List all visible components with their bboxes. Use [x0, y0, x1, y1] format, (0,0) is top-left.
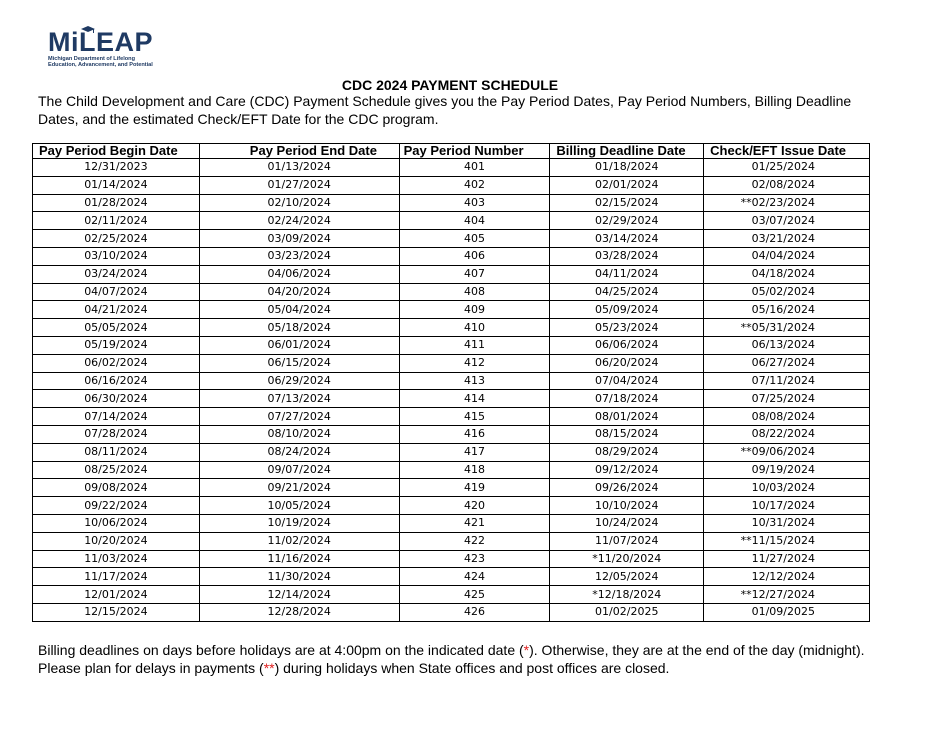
cell-end-date: 01/27/2024 — [199, 176, 399, 194]
cell-billing-deadline: *11/20/2024 — [550, 550, 704, 568]
cell-begin-date: 06/16/2024 — [33, 372, 200, 390]
table-row — [33, 336, 870, 354]
cell-pay-period-number: 426 — [399, 603, 550, 621]
cell-billing-deadline: 01/18/2024 — [550, 159, 704, 177]
cell-pay-period-number: 409 — [399, 301, 550, 319]
cell-end-date: 03/23/2024 — [199, 247, 399, 265]
cell-pay-period-number: 425 — [399, 586, 550, 604]
cell-pay-period-number: 405 — [399, 230, 550, 248]
cell-billing-deadline: 02/29/2024 — [550, 212, 704, 230]
cell-pay-period-number: 404 — [399, 212, 550, 230]
table-row — [33, 212, 870, 230]
cell-billing-deadline: 09/26/2024 — [550, 479, 704, 497]
cell-pay-period-number: 423 — [399, 550, 550, 568]
cell-begin-date: 06/02/2024 — [33, 354, 200, 372]
cell-begin-date: 09/08/2024 — [33, 479, 200, 497]
cell-check-eft-date: **02/23/2024 — [704, 194, 870, 212]
mileap-logo — [48, 26, 188, 68]
header-check-eft-issue-date: Check/EFT Issue Date — [704, 144, 870, 159]
table-row — [33, 247, 870, 265]
cell-billing-deadline: 08/29/2024 — [550, 443, 704, 461]
cell-begin-date: 03/24/2024 — [33, 265, 200, 283]
cell-billing-deadline: 12/05/2024 — [550, 568, 704, 586]
cell-pay-period-number: 414 — [399, 390, 550, 408]
cell-begin-date: 12/01/2024 — [33, 586, 200, 604]
table-body — [33, 159, 870, 622]
cell-check-eft-date: 01/09/2025 — [704, 603, 870, 621]
table-row — [33, 425, 870, 443]
cell-check-eft-date: 03/07/2024 — [704, 212, 870, 230]
table-row — [33, 283, 870, 301]
cell-begin-date: 08/25/2024 — [33, 461, 200, 479]
table-row — [33, 443, 870, 461]
table-row — [33, 372, 870, 390]
cell-pay-period-number: 419 — [399, 479, 550, 497]
cell-check-eft-date: **05/31/2024 — [704, 319, 870, 337]
logo-tagline-line-1: Michigan Department of Lifelong — [48, 56, 136, 62]
logo-tagline — [48, 56, 153, 69]
cell-begin-date: 11/17/2024 — [33, 568, 200, 586]
table-row — [33, 532, 870, 550]
cell-pay-period-number: 410 — [399, 319, 550, 337]
cell-billing-deadline: 07/04/2024 — [550, 372, 704, 390]
cell-billing-deadline: 10/24/2024 — [550, 514, 704, 532]
table-header-row — [33, 144, 870, 159]
cell-check-eft-date: **09/06/2024 — [704, 443, 870, 461]
cell-end-date: 02/10/2024 — [199, 194, 399, 212]
table-row — [33, 514, 870, 532]
table-row — [33, 159, 870, 177]
cell-begin-date: 11/03/2024 — [33, 550, 200, 568]
cell-end-date: 06/15/2024 — [199, 354, 399, 372]
table-row — [33, 550, 870, 568]
table-row — [33, 497, 870, 515]
footnote-text-2: ). Otherwise, they are at the end of the day (midnight). Please plan for delays in payments ( — [38, 642, 865, 676]
cell-check-eft-date: 12/12/2024 — [704, 568, 870, 586]
cell-pay-period-number: 413 — [399, 372, 550, 390]
cell-begin-date: 09/22/2024 — [33, 497, 200, 515]
cell-billing-deadline: 08/15/2024 — [550, 425, 704, 443]
cell-check-eft-date: 10/03/2024 — [704, 479, 870, 497]
cell-pay-period-number: 402 — [399, 176, 550, 194]
cell-pay-period-number: 403 — [399, 194, 550, 212]
cell-begin-date: 08/11/2024 — [33, 443, 200, 461]
table-row — [33, 603, 870, 621]
cell-begin-date: 03/10/2024 — [33, 247, 200, 265]
cell-check-eft-date: 03/21/2024 — [704, 230, 870, 248]
header-billing-deadline-date: Billing Deadline Date — [550, 144, 704, 159]
cell-begin-date: 05/05/2024 — [33, 319, 200, 337]
cell-check-eft-date: 01/25/2024 — [704, 159, 870, 177]
cell-end-date: 12/14/2024 — [199, 586, 399, 604]
cell-pay-period-number: 408 — [399, 283, 550, 301]
table-row — [33, 230, 870, 248]
cell-billing-deadline: 05/23/2024 — [550, 319, 704, 337]
cell-check-eft-date: 09/19/2024 — [704, 461, 870, 479]
cell-end-date: 10/05/2024 — [199, 497, 399, 515]
cell-end-date: 08/24/2024 — [199, 443, 399, 461]
table-row — [33, 390, 870, 408]
cell-check-eft-date: 10/17/2024 — [704, 497, 870, 515]
cell-check-eft-date: 11/27/2024 — [704, 550, 870, 568]
cell-begin-date: 04/21/2024 — [33, 301, 200, 319]
cell-check-eft-date: **12/27/2024 — [704, 586, 870, 604]
cell-billing-deadline: 04/25/2024 — [550, 283, 704, 301]
cell-pay-period-number: 407 — [399, 265, 550, 283]
footnote — [38, 642, 868, 677]
footnote-text-1: Billing deadlines on days before holidays are at 4:00pm on the indicated date ( — [38, 642, 524, 658]
cell-billing-deadline: 05/09/2024 — [550, 301, 704, 319]
cell-check-eft-date: 07/25/2024 — [704, 390, 870, 408]
holiday-deadline-mark: * — [523, 642, 530, 658]
cell-check-eft-date: 07/11/2024 — [704, 372, 870, 390]
cell-begin-date: 07/28/2024 — [33, 425, 200, 443]
cell-check-eft-date: 04/04/2024 — [704, 247, 870, 265]
cell-billing-deadline: 11/07/2024 — [550, 532, 704, 550]
table-row — [33, 479, 870, 497]
payment-schedule-table — [32, 143, 870, 622]
table-row — [33, 461, 870, 479]
cell-end-date: 11/30/2024 — [199, 568, 399, 586]
cell-pay-period-number: 420 — [399, 497, 550, 515]
cell-end-date: 07/27/2024 — [199, 408, 399, 426]
cell-billing-deadline: 02/15/2024 — [550, 194, 704, 212]
cell-end-date: 12/28/2024 — [199, 603, 399, 621]
header-pay-period-number: Pay Period Number — [399, 144, 550, 159]
cell-end-date: 07/13/2024 — [199, 390, 399, 408]
cell-billing-deadline: 08/01/2024 — [550, 408, 704, 426]
cell-begin-date: 10/06/2024 — [33, 514, 200, 532]
cell-end-date: 09/07/2024 — [199, 461, 399, 479]
cell-begin-date: 02/25/2024 — [33, 230, 200, 248]
cell-end-date: 05/18/2024 — [199, 319, 399, 337]
cell-pay-period-number: 412 — [399, 354, 550, 372]
cell-check-eft-date: 10/31/2024 — [704, 514, 870, 532]
cell-check-eft-date: **11/15/2024 — [704, 532, 870, 550]
cell-billing-deadline: 10/10/2024 — [550, 497, 704, 515]
cell-pay-period-number: 424 — [399, 568, 550, 586]
cell-pay-period-number: 411 — [399, 336, 550, 354]
cell-end-date: 04/06/2024 — [199, 265, 399, 283]
cell-pay-period-number: 421 — [399, 514, 550, 532]
cell-billing-deadline: 07/18/2024 — [550, 390, 704, 408]
logo-wordmark: MiLEAP — [48, 27, 154, 57]
cell-check-eft-date: 08/22/2024 — [704, 425, 870, 443]
cell-begin-date: 06/30/2024 — [33, 390, 200, 408]
cell-begin-date: 12/15/2024 — [33, 603, 200, 621]
cell-pay-period-number: 418 — [399, 461, 550, 479]
page-title: CDC 2024 PAYMENT SCHEDULE — [341, 77, 559, 93]
footnote-text-3: ) during holidays when State offices and post offices are closed. — [274, 659, 670, 676]
cell-billing-deadline: 04/11/2024 — [550, 265, 704, 283]
cell-end-date: 06/01/2024 — [199, 336, 399, 354]
cell-check-eft-date: 05/02/2024 — [704, 283, 870, 301]
cell-end-date: 04/20/2024 — [199, 283, 399, 301]
table-row — [33, 408, 870, 426]
cell-end-date: 02/24/2024 — [199, 212, 399, 230]
cell-check-eft-date: 04/18/2024 — [704, 265, 870, 283]
cell-check-eft-date: 05/16/2024 — [704, 301, 870, 319]
cell-check-eft-date: 02/08/2024 — [704, 176, 870, 194]
table-row — [33, 586, 870, 604]
table-row — [33, 265, 870, 283]
cell-check-eft-date: 08/08/2024 — [704, 408, 870, 426]
intro-paragraph: The Child Development and Care (CDC) Payment Schedule gives you the Pay Period Dates, Pay Period Numbers, Billing Deadline Dates, and the estimated Check/EFT Date for the CDC program. — [38, 93, 852, 127]
cell-billing-deadline: 01/02/2025 — [550, 603, 704, 621]
cell-billing-deadline: 06/20/2024 — [550, 354, 704, 372]
table-row — [33, 568, 870, 586]
cell-pay-period-number: 416 — [399, 425, 550, 443]
cell-begin-date: 04/07/2024 — [33, 283, 200, 301]
cell-end-date: 10/19/2024 — [199, 514, 399, 532]
table-row — [33, 319, 870, 337]
cell-billing-deadline: 06/06/2024 — [550, 336, 704, 354]
cell-billing-deadline: 03/28/2024 — [550, 247, 704, 265]
header-pay-period-begin-date: Pay Period Begin Date — [33, 144, 200, 159]
cell-end-date: 01/13/2024 — [199, 159, 399, 177]
cell-billing-deadline: 02/01/2024 — [550, 176, 704, 194]
cell-begin-date: 01/28/2024 — [33, 194, 200, 212]
header-pay-period-end-date: Pay Period End Date — [199, 144, 399, 159]
table-row — [33, 301, 870, 319]
cell-begin-date: 01/14/2024 — [33, 176, 200, 194]
table-row — [33, 194, 870, 212]
cell-pay-period-number: 422 — [399, 532, 550, 550]
cell-begin-date: 07/14/2024 — [33, 408, 200, 426]
payment-delay-mark: ** — [263, 659, 275, 676]
cell-end-date: 09/21/2024 — [199, 479, 399, 497]
cell-end-date: 11/16/2024 — [199, 550, 399, 568]
cell-billing-deadline: 09/12/2024 — [550, 461, 704, 479]
cell-begin-date: 10/20/2024 — [33, 532, 200, 550]
cell-begin-date: 02/11/2024 — [33, 212, 200, 230]
cell-pay-period-number: 415 — [399, 408, 550, 426]
cell-pay-period-number: 401 — [399, 159, 550, 177]
cell-end-date: 06/29/2024 — [199, 372, 399, 390]
cell-begin-date: 12/31/2023 — [33, 159, 200, 177]
cell-pay-period-number: 417 — [399, 443, 550, 461]
cell-pay-period-number: 406 — [399, 247, 550, 265]
cell-billing-deadline: *12/18/2024 — [550, 586, 704, 604]
cell-check-eft-date: 06/27/2024 — [704, 354, 870, 372]
cell-end-date: 05/04/2024 — [199, 301, 399, 319]
cell-end-date: 08/10/2024 — [199, 425, 399, 443]
cell-check-eft-date: 06/13/2024 — [704, 336, 870, 354]
cell-begin-date: 05/19/2024 — [33, 336, 200, 354]
cell-end-date: 03/09/2024 — [199, 230, 399, 248]
logo-tagline-line-2: Education, Advancement, and Potential — [48, 62, 153, 69]
table-row — [33, 354, 870, 372]
table-row — [33, 176, 870, 194]
cell-end-date: 11/02/2024 — [199, 532, 399, 550]
cell-billing-deadline: 03/14/2024 — [550, 230, 704, 248]
